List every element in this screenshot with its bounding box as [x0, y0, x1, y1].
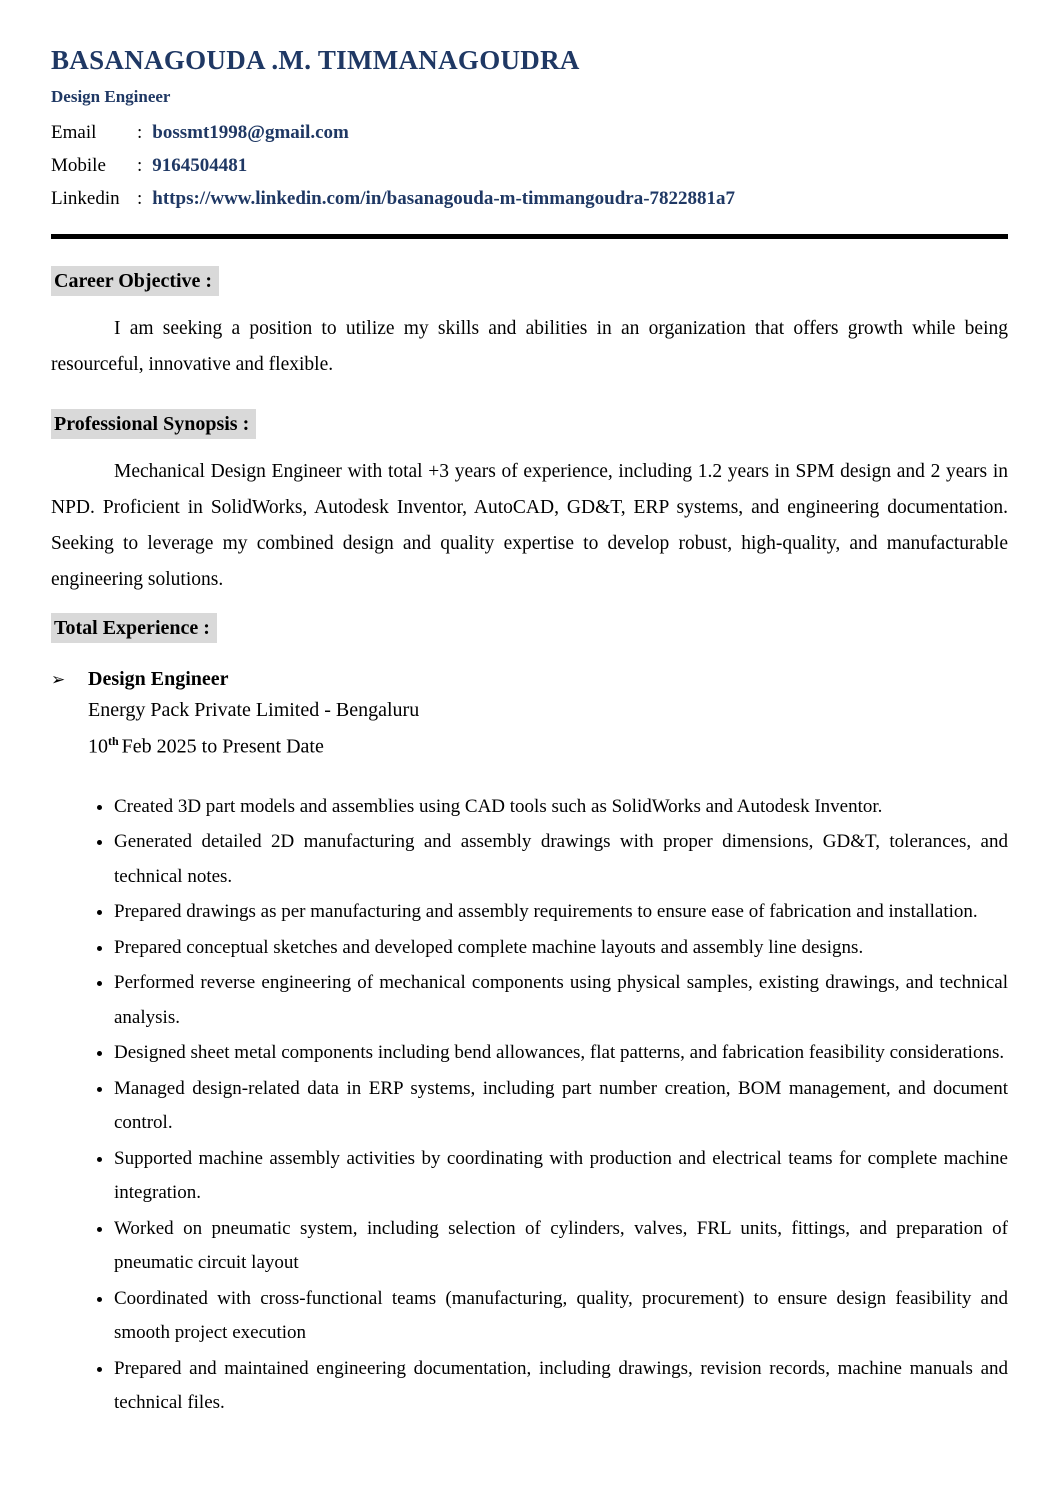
section-total-experience [51, 598, 1008, 1421]
contact-row-linkedin [51, 182, 1008, 215]
job-bullet: • Managed design-related data in ERP systems, including part number creation, BOM management, and document control. [114, 1072, 1008, 1141]
job-date-ordinal: th [108, 734, 119, 748]
contact-row-email [51, 116, 1008, 149]
section-career-objective [51, 239, 1008, 383]
candidate-title: Design Engineer [51, 87, 171, 106]
linkedin-separator: : [137, 188, 143, 209]
section-professional-synopsis [51, 383, 1008, 598]
career-objective-heading: Career Objective : [51, 266, 219, 296]
job-bullet: • Generated detailed 2D manufacturing and assembly drawings with proper dimensions, GD&T, tolerances, and technical notes. [114, 825, 1008, 894]
email-value[interactable]: bossmt1998@gmail.com [152, 122, 349, 143]
job-bullet: • Supported machine assembly activities by coordinating with production and electrical teams for complete machine integration. [114, 1142, 1008, 1211]
job-bullet: • Created 3D part models and assemblies using CAD tools such as SolidWorks and Autodesk Inventor. [114, 790, 1008, 825]
linkedin-url[interactable]: https://www.linkedin.com/in/basanagouda-m-timmangoudra-7822881a7 [152, 188, 736, 209]
mobile-value: 9164504481 [152, 155, 248, 176]
job-company: Energy Pack Private Limited - Bengaluru [88, 699, 420, 721]
job-date-rest: Feb 2025 to Present Date [121, 735, 324, 758]
job-date-range [88, 726, 1008, 763]
job-entry [51, 664, 1008, 763]
email-label: Email [51, 122, 97, 143]
job-bullet: • Prepared conceptual sketches and developed complete machine layouts and assembly line designs. [114, 931, 1008, 966]
professional-synopsis-heading: Professional Synopsis : [51, 409, 256, 439]
contact-row-mobile [51, 149, 1008, 182]
job-bullet: • Prepared drawings as per manufacturing and assembly requirements to ensure ease of fabrication and installation. [114, 895, 1008, 930]
job-bullet: • Worked on pneumatic system, including selection of cylinders, valves, FRL units, fittings, and preparation of pneumatic circuit layout [114, 1212, 1008, 1281]
job-bullet: • Designed sheet metal components including bend allowances, flat patterns, and fabrication feasibility considerations. [114, 1036, 1008, 1071]
contact-block [51, 116, 1008, 215]
job-title: Design Engineer [88, 668, 229, 690]
email-separator: : [137, 122, 143, 143]
mobile-label: Mobile [51, 155, 106, 176]
job-date-day: 10 [88, 735, 108, 758]
job-title-row [51, 664, 1008, 695]
arrow-bullet-icon: ➢ [51, 670, 66, 689]
candidate-name: BASANAGOUDA .M. TIMMANAGOUDRA [51, 45, 580, 75]
professional-synopsis-text: Mechanical Design Engineer with total +3 years of experience, including 1.2 years in SPM design and 2 years in NPD. Proficient in SolidWorks, Autodesk Inventor, AutoCAD, GD&T, ERP systems, and engineering documentation. Seeking to leverage my combined design and quality expertise to develop robust, high-quality, and manufacturable engineering solutions. [51, 461, 1008, 590]
resume-header [51, 44, 1008, 239]
mobile-separator: : [137, 155, 143, 176]
total-experience-heading: Total Experience : [51, 613, 217, 643]
job-bullet: • Coordinated with cross-functional teams (manufacturing, quality, procurement) to ensure design feasibility and smooth project execution [114, 1282, 1008, 1351]
job-bullet: • Performed reverse engineering of mechanical components using physical samples, existing drawings, and technical analysis. [114, 966, 1008, 1035]
linkedin-label: Linkedin [51, 188, 120, 209]
job-responsibilities-list [51, 790, 1008, 1421]
career-objective-text: I am seeking a position to utilize my skills and abilities in an organization that offers growth while being resourceful, innovative and flexible. [51, 318, 1008, 375]
job-bullet: • Prepared and maintained engineering documentation, including drawings, revision records, machine manuals and technical files. [114, 1352, 1008, 1421]
